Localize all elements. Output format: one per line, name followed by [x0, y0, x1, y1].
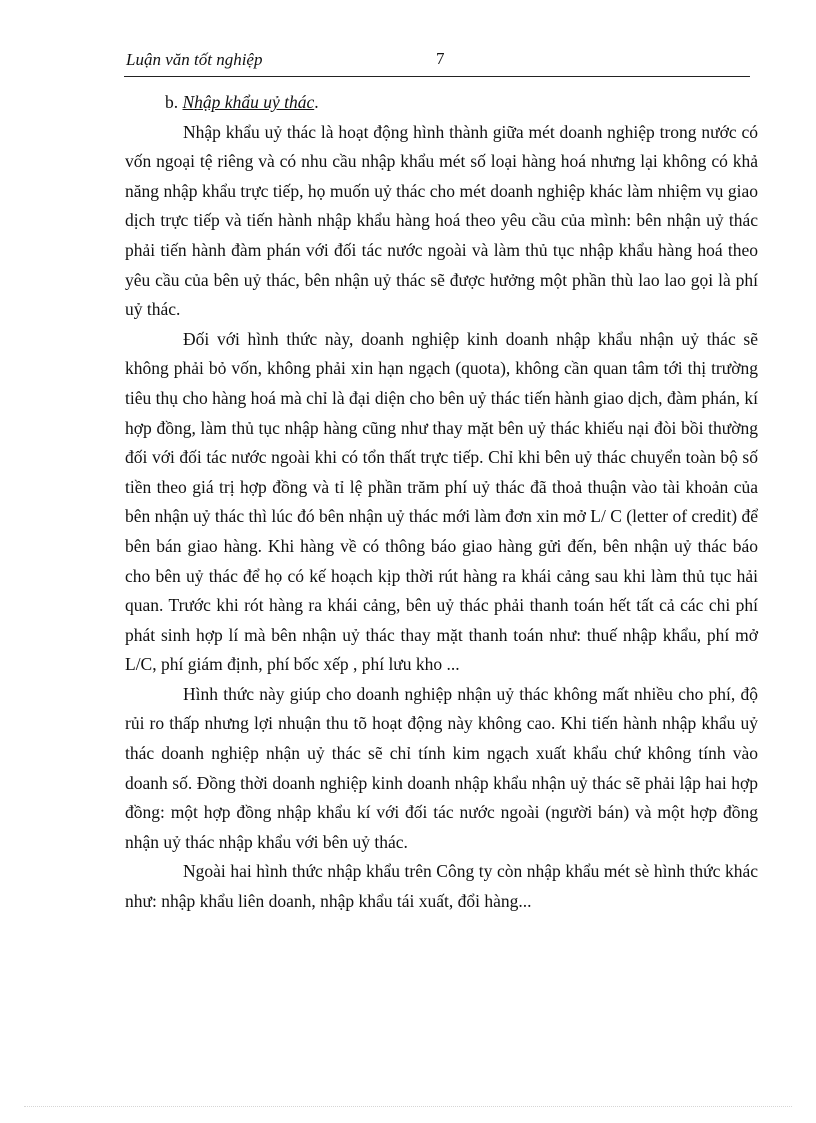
paragraph-4: Ngoài hai hình thức nhập khẩu trên Công ty còn nhập khẩu mét sè hình thức khác như: nhập khẩu liên doanh, nhập khẩu tái xuất, đổi hàng... [125, 861, 758, 912]
section-title-period: . [314, 92, 319, 112]
page-bottom-divider [24, 1106, 792, 1107]
section-heading [165, 88, 758, 118]
page-header [124, 46, 750, 77]
paragraph-1: Nhập khẩu uỷ thác là hoạt động hình thành giữa mét doanh nghiệp trong nước có vốn ngoại tệ riêng và có nhu cầu nhập khẩu mét số loại hàng hoá nhưng lại không có khả năng nhập khẩu trực tiếp, họ muốn uỷ thác cho mét doanh nghiệp khác làm nhiệm vụ giao dịch trực tiếp và tiến hành nhập khẩu hàng hoá theo yêu cầu của mình: bên nhận uỷ thác phải tiến hành đàm phán với đối tác nước ngoài và làm thủ tục nhập khẩu hàng hoá theo yêu cầu của bên uỷ thác, bên nhận uỷ thác sẽ được hưởng một phần thù lao lao gọi là phí uỷ thác. [125, 121, 758, 320]
header-title: Luận văn tốt nghiệp [126, 50, 263, 69]
document-body [125, 88, 758, 917]
page-number: 7 [436, 49, 445, 68]
paragraph-3: Hình thức này giúp cho doanh nghiệp nhận uỷ thác không mất nhiều cho phí, độ rủi ro thấp nhưng lợi nhuận thu tõ hoạt động này không cao. Khi tiến hành nhập khẩu uỷ thác doanh nghiệp nhận uỷ thác sẽ chỉ tính kim ngạch xuất khẩu chứ không tính vào doanh số. Đồng thời doanh nghiệp kinh doanh nhập khẩu nhận uỷ thác sẽ phải lập hai hợp đồng: một hợp đồng nhập khẩu kí với đối tác nước ngoài (người bán) và một hợp đồng nhận uỷ thác nhập khẩu với bên uỷ thác. [125, 683, 758, 852]
section-title: Nhập khẩu uỷ thác [182, 92, 315, 112]
section-label: b. [165, 92, 179, 112]
paragraph-2: Đối với hình thức này, doanh nghiệp kinh doanh nhập khẩu nhận uỷ thác sẽ không phải bỏ vốn, không phải xin hạn ngạch (quota), không cần quan tâm tới thị trường tiêu thụ cho hàng hoá mà chỉ là đại diện cho bên uỷ thác tiến hành giao dịch, đàm phán, kí hợp đồng, làm thủ tục nhập hàng cũng như thay mặt bên uỷ thác khiếu nại đòi bồi thường đối với đối tác nước ngoài khi có tổn thất trực tiếp. Chỉ khi bên uỷ thác chuyển toàn bộ số tiền theo giá trị hợp đồng và tỉ lệ phần trăm phí uỷ thác đã thoả thuận vào tài khoản của bên nhận uỷ thác thì lúc đó bên nhận uỷ thác mới làm đơn xin mở L/ C (letter of credit) để bên bán giao hàng. Khi hàng về có thông báo giao hàng gửi đến, bên nhận uỷ thác báo cho bên uỷ thác để họ có kế hoạch kịp thời rút hàng ra khái cảng sau khi làm thủ tục hải quan. Trước khi rót hàng ra khái cảng, bên uỷ thác phải thanh toán hết tất cả các chi phí phát sinh hợp lí mà bên nhận uỷ thác thay mặt thanh toán như: thuế nhập khẩu, phí mở L/C, phí giám định, phí bốc xếp , phí lưu kho ... [125, 328, 758, 675]
